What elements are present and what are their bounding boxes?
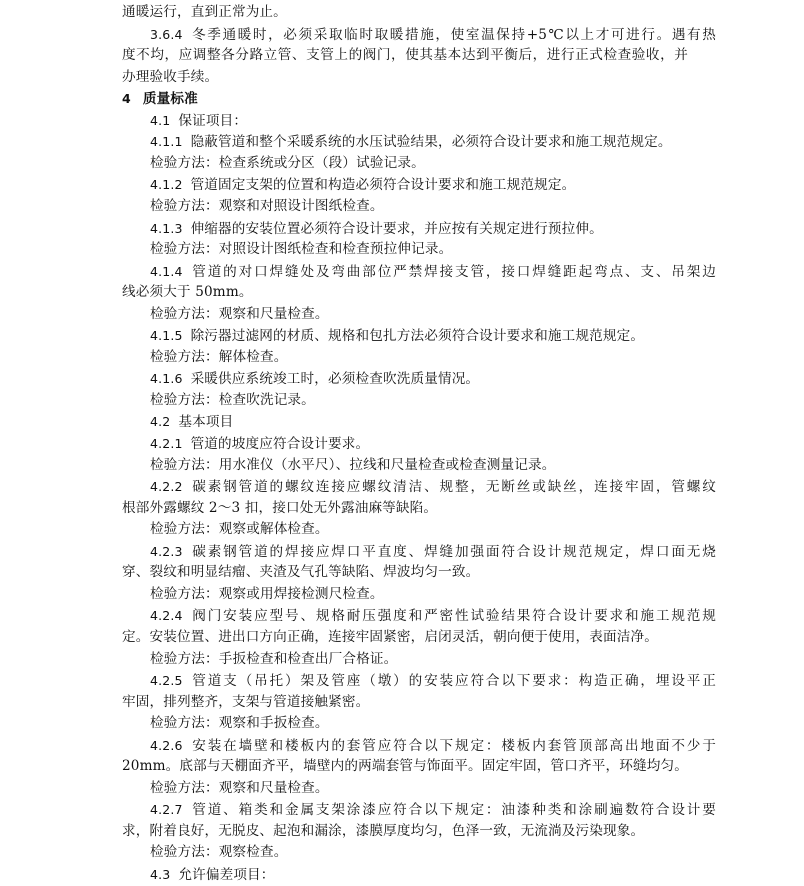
text-line xyxy=(122,692,688,713)
line-text: 检验方法：观察和对照设计图纸检查。 xyxy=(150,197,384,214)
text-line xyxy=(150,476,716,497)
text-line xyxy=(122,45,688,66)
section-number: 4.1 xyxy=(150,112,171,128)
line-text: 碳素钢管道的螺纹连接应螺纹清洁、规整，无断丝或缺丝，连接牢固，管螺纹 xyxy=(190,479,716,496)
section-number: 4.2.1 xyxy=(150,436,183,451)
line-text: 检验方法：检查系统或分区（段）试验记录。 xyxy=(150,154,425,171)
text-line xyxy=(122,88,688,109)
text-line xyxy=(150,131,716,152)
line-text: 检验方法：观察或解体检查。 xyxy=(150,521,329,538)
text-line xyxy=(122,821,688,842)
text-line xyxy=(150,411,716,432)
section-number: 4.2.4 xyxy=(150,608,183,624)
text-line xyxy=(150,670,716,691)
line-text: 检验方法：观察和尺量检查。 xyxy=(150,305,329,322)
line-text: 采暖供应系统竣工时，必须检查吹洗质量情况。 xyxy=(190,371,480,388)
line-text: 管道、箱类和金属支架涂漆应符合以下规定：油漆种类和涂刷遍数符合设计要 xyxy=(190,802,716,819)
line-text: 通暖运行，直到正常为止。 xyxy=(122,4,287,20)
section-number: 4.1.2 xyxy=(150,177,183,193)
line-text: 定。安装位置、进出口方向正确，连接牢固紧密，启闭灵活，朝向便于使用，表面洁净。 xyxy=(122,628,659,645)
section-number: 4.1.5 xyxy=(150,328,183,344)
text-line xyxy=(122,67,688,88)
text-line xyxy=(150,713,716,734)
line-text: 除污器过滤网的材质、规格和包扎方法必须符合设计要求和施工规范规定。 xyxy=(190,328,645,345)
line-text: 牢固，排列整齐，支架与管道接触紧密。 xyxy=(122,693,370,710)
text-line xyxy=(122,756,688,777)
line-text: 根部外露螺纹 2～3 扣，接口处无外露油麻等缺陷。 xyxy=(122,499,438,516)
section-number: 4.1.1 xyxy=(150,134,183,150)
section-number: 4.2.7 xyxy=(150,802,183,818)
line-text: 伸缩器的安装位置必须符合设计要求，并应按有关规定进行预拉伸。 xyxy=(190,220,603,237)
section-number: 4.2.5 xyxy=(150,673,183,689)
text-line xyxy=(150,261,716,282)
line-text: 20mm。底部与天棚面齐平，墙壁内的两端套管与饰面平。固定牢固，管口齐平，环缝均匀。 xyxy=(122,758,688,775)
line-text: 检验方法：检查吹洗记录。 xyxy=(150,391,315,408)
text-line xyxy=(150,218,716,239)
text-line xyxy=(122,562,688,583)
line-text: 度不均，应调整各分路立管、支管上的阀门，使其基本达到平衡后，进行正式检查验收，并 xyxy=(122,47,688,64)
text-line xyxy=(150,174,716,195)
section-number: 4.2 xyxy=(150,414,171,430)
line-text: 冬季通暖时，必须采取临时取暖措施，使室温保持+5℃以上才可进行。遇有热 xyxy=(190,26,716,43)
text-line xyxy=(150,390,716,411)
line-text: 安装在墙壁和楼板内的套管应符合以下规定：楼板内套管顶部高出地面不少于 xyxy=(190,737,716,754)
text-line xyxy=(150,368,716,389)
line-text: 检验方法：观察和手扳检查。 xyxy=(150,715,329,732)
line-text: 管道的坡度应符合设计要求。 xyxy=(190,436,370,452)
text-line xyxy=(150,455,716,476)
text-line xyxy=(150,433,716,454)
text-line xyxy=(150,347,716,368)
text-line xyxy=(122,627,688,648)
section-number: 3.6.4 xyxy=(150,26,183,42)
line-text: 穿、裂纹和明显结瘤、夹渣及气孔等缺陷、焊波均匀一致。 xyxy=(122,564,480,581)
text-line xyxy=(150,605,716,626)
text-line xyxy=(122,2,688,23)
text-line xyxy=(150,239,716,260)
text-line xyxy=(150,799,716,820)
text-line xyxy=(150,584,716,605)
line-text: 检验方法：观察和尺量检查。 xyxy=(150,779,329,796)
section-number: 4.1.6 xyxy=(150,371,183,387)
line-text: 阀门安装应型号、规格耐压强度和严密性试验结果符合设计要求和施工规范规 xyxy=(190,608,716,625)
text-line xyxy=(150,649,716,670)
section-number: 4.2.6 xyxy=(150,737,183,753)
text-line xyxy=(150,196,716,217)
line-text: 质量标准 xyxy=(142,91,198,108)
line-text: 线必须大于 50mm。 xyxy=(122,284,253,301)
text-line xyxy=(150,110,716,131)
line-text: 基本项目 xyxy=(178,414,234,431)
line-text: 检验方法：解体检查。 xyxy=(150,348,288,365)
line-text: 管道支（吊托）架及管座（墩）的安装应符合以下要求：构造正确，埋设平正 xyxy=(190,673,716,690)
line-text: 允许偏差项目： xyxy=(178,867,275,883)
text-line xyxy=(150,304,716,325)
line-text: 碳素钢管道的焊接应焊口平直度、焊缝加强面符合设计规范规定，焊口面无烧 xyxy=(190,543,716,560)
line-text: 管道的对口焊缝处及弯曲部位严禁焊接支管，接口焊缝距起弯点、支、吊架边 xyxy=(190,263,716,280)
text-line xyxy=(150,735,716,756)
line-text: 办理验收手续。 xyxy=(122,68,219,85)
text-line xyxy=(150,842,716,863)
text-line xyxy=(122,282,688,303)
line-text: 求，附着良好，无脱皮、起泡和漏涂，漆膜厚度均匀，色泽一致，无流淌及污染现象。 xyxy=(122,822,645,839)
text-line xyxy=(150,325,716,346)
section-number: 4.1.4 xyxy=(150,263,183,279)
text-line xyxy=(150,24,716,45)
text-line xyxy=(122,498,688,519)
text-line xyxy=(150,864,716,885)
text-line xyxy=(150,153,716,174)
line-text: 隐蔽管道和整个采暖系统的水压试验结果，必须符合设计要求和施工规范规定。 xyxy=(190,134,672,151)
section-number: 4 xyxy=(122,91,131,107)
line-text: 检验方法：对照设计图纸检查和检查预拉伸记录。 xyxy=(150,241,453,258)
section-number: 4.2.2 xyxy=(150,479,183,495)
line-text: 检验方法：观察检查。 xyxy=(150,844,288,861)
line-text: 管道固定支架的位置和构造必须符合设计要求和施工规范规定。 xyxy=(190,177,576,194)
text-line xyxy=(150,519,716,540)
section-number: 4.2.3 xyxy=(150,543,183,559)
section-number: 4.1.3 xyxy=(150,220,183,236)
text-line xyxy=(150,541,716,562)
text-line xyxy=(150,778,716,799)
line-text: 检验方法：手扳检查和检查出厂合格证。 xyxy=(150,650,398,667)
section-number: 4.3 xyxy=(150,867,171,882)
line-text: 检验方法：用水准仪（水平尺）、拉线和尺量检查或检查测量记录。 xyxy=(150,456,556,473)
line-text: 保证项目： xyxy=(178,112,248,129)
line-text: 检验方法：观察或用焊接检测尺检查。 xyxy=(150,585,384,602)
